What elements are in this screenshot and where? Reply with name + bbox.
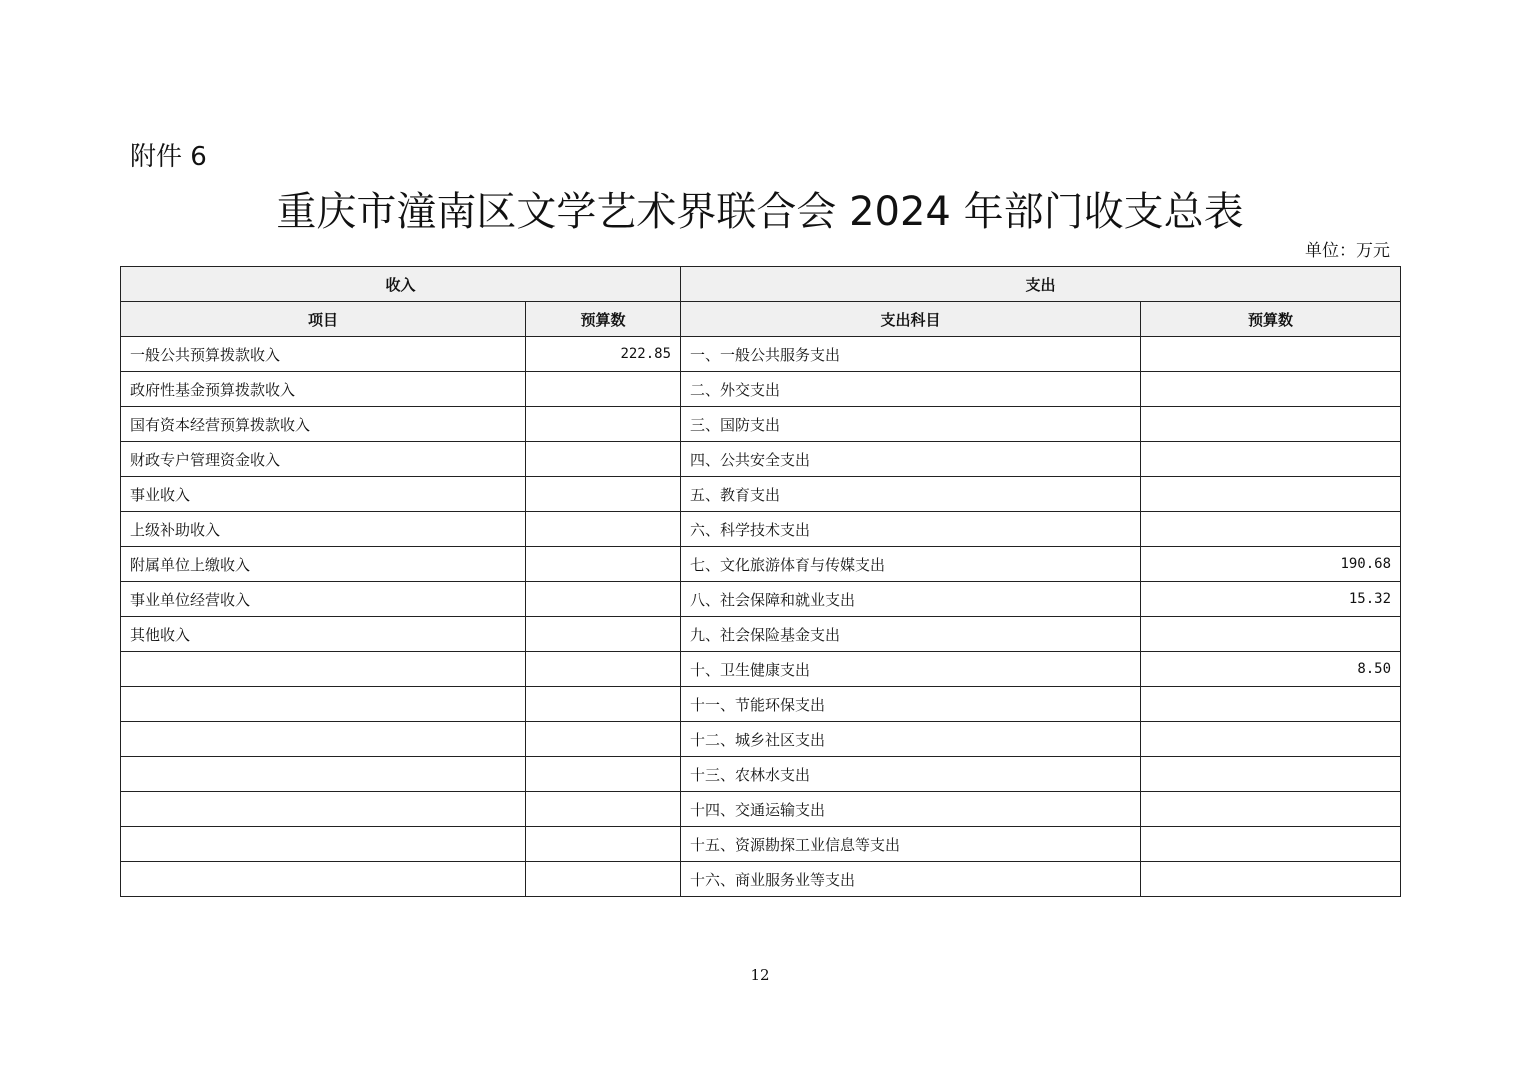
income-item-cell [121, 757, 526, 792]
expense-group-header: 支出 [681, 267, 1401, 302]
income-item-cell: 事业单位经营收入 [121, 582, 526, 617]
expense-item-header: 支出科目 [681, 302, 1141, 337]
income-budget-cell [526, 582, 681, 617]
table-row [121, 582, 1401, 617]
table-body [121, 337, 1401, 897]
expense-budget-cell [1141, 407, 1401, 442]
income-group-header: 收入 [121, 267, 681, 302]
income-budget-cell [526, 477, 681, 512]
income-item-cell: 国有资本经营预算拨款收入 [121, 407, 526, 442]
table-row [121, 337, 1401, 372]
page-number: 12 [750, 966, 770, 984]
expense-budget-cell: 190.68 [1141, 547, 1401, 582]
expense-budget-cell [1141, 862, 1401, 897]
expense-budget-header: 预算数 [1141, 302, 1401, 337]
expense-item-cell: 二、外交支出 [681, 372, 1141, 407]
expense-budget-cell [1141, 617, 1401, 652]
expense-budget-cell: 15.32 [1141, 582, 1401, 617]
table-row [121, 617, 1401, 652]
income-budget-cell [526, 652, 681, 687]
table-row [121, 687, 1401, 722]
expense-budget-cell [1141, 337, 1401, 372]
income-item-cell [121, 827, 526, 862]
expense-budget-cell [1141, 792, 1401, 827]
table-row [121, 407, 1401, 442]
expense-item-cell: 九、社会保险基金支出 [681, 617, 1141, 652]
income-item-cell: 政府性基金预算拨款收入 [121, 372, 526, 407]
income-item-cell [121, 652, 526, 687]
page-title: 重庆市潼南区文学艺术界联合会 2024 年部门收支总表 [276, 189, 1244, 235]
table-row [121, 512, 1401, 547]
expense-item-cell: 八、社会保障和就业支出 [681, 582, 1141, 617]
expense-item-cell: 一、一般公共服务支出 [681, 337, 1141, 372]
unit-label: 单位：万元 [1305, 241, 1390, 261]
expense-budget-cell [1141, 512, 1401, 547]
expense-budget-cell [1141, 372, 1401, 407]
expense-item-cell: 十五、资源勘探工业信息等支出 [681, 827, 1141, 862]
income-budget-cell [526, 862, 681, 897]
income-budget-cell: 222.85 [526, 337, 681, 372]
expense-item-cell: 十四、交通运输支出 [681, 792, 1141, 827]
expense-budget-cell [1141, 442, 1401, 477]
expense-budget-cell [1141, 722, 1401, 757]
income-item-cell [121, 722, 526, 757]
income-budget-cell [526, 722, 681, 757]
expense-item-cell: 五、教育支出 [681, 477, 1141, 512]
expense-budget-cell: 8.50 [1141, 652, 1401, 687]
income-budget-header: 预算数 [526, 302, 681, 337]
table-row [121, 757, 1401, 792]
income-budget-cell [526, 617, 681, 652]
table-row [121, 652, 1401, 687]
income-item-cell [121, 862, 526, 897]
sub-header-row [121, 302, 1401, 337]
expense-item-cell: 四、公共安全支出 [681, 442, 1141, 477]
income-budget-cell [526, 512, 681, 547]
expense-item-cell: 六、科学技术支出 [681, 512, 1141, 547]
table-row [121, 477, 1401, 512]
table-row [121, 547, 1401, 582]
table-row [121, 792, 1401, 827]
expense-budget-cell [1141, 757, 1401, 792]
expense-budget-cell [1141, 477, 1401, 512]
expense-item-cell: 三、国防支出 [681, 407, 1141, 442]
table-row [121, 722, 1401, 757]
expense-budget-cell [1141, 827, 1401, 862]
table-row [121, 442, 1401, 477]
income-item-cell: 财政专户管理资金收入 [121, 442, 526, 477]
income-item-header: 项目 [121, 302, 526, 337]
income-budget-cell [526, 547, 681, 582]
table-row [121, 862, 1401, 897]
income-item-cell [121, 687, 526, 722]
income-budget-cell [526, 687, 681, 722]
expense-item-cell: 十三、农林水支出 [681, 757, 1141, 792]
budget-table [120, 266, 1401, 897]
income-item-cell: 事业收入 [121, 477, 526, 512]
income-budget-cell [526, 442, 681, 477]
expense-item-cell: 十二、城乡社区支出 [681, 722, 1141, 757]
income-budget-cell [526, 757, 681, 792]
income-item-cell: 附属单位上缴收入 [121, 547, 526, 582]
table-row [121, 372, 1401, 407]
expense-item-cell: 十、卫生健康支出 [681, 652, 1141, 687]
income-item-cell: 其他收入 [121, 617, 526, 652]
attachment-label: 附件 6 [130, 142, 207, 172]
income-budget-cell [526, 372, 681, 407]
income-item-cell: 一般公共预算拨款收入 [121, 337, 526, 372]
expense-item-cell: 十六、商业服务业等支出 [681, 862, 1141, 897]
expense-item-cell: 十一、节能环保支出 [681, 687, 1141, 722]
expense-item-cell: 七、文化旅游体育与传媒支出 [681, 547, 1141, 582]
table-row [121, 827, 1401, 862]
group-header-row [121, 267, 1401, 302]
income-budget-cell [526, 827, 681, 862]
expense-budget-cell [1141, 687, 1401, 722]
income-item-cell: 上级补助收入 [121, 512, 526, 547]
income-budget-cell [526, 792, 681, 827]
income-budget-cell [526, 407, 681, 442]
income-item-cell [121, 792, 526, 827]
